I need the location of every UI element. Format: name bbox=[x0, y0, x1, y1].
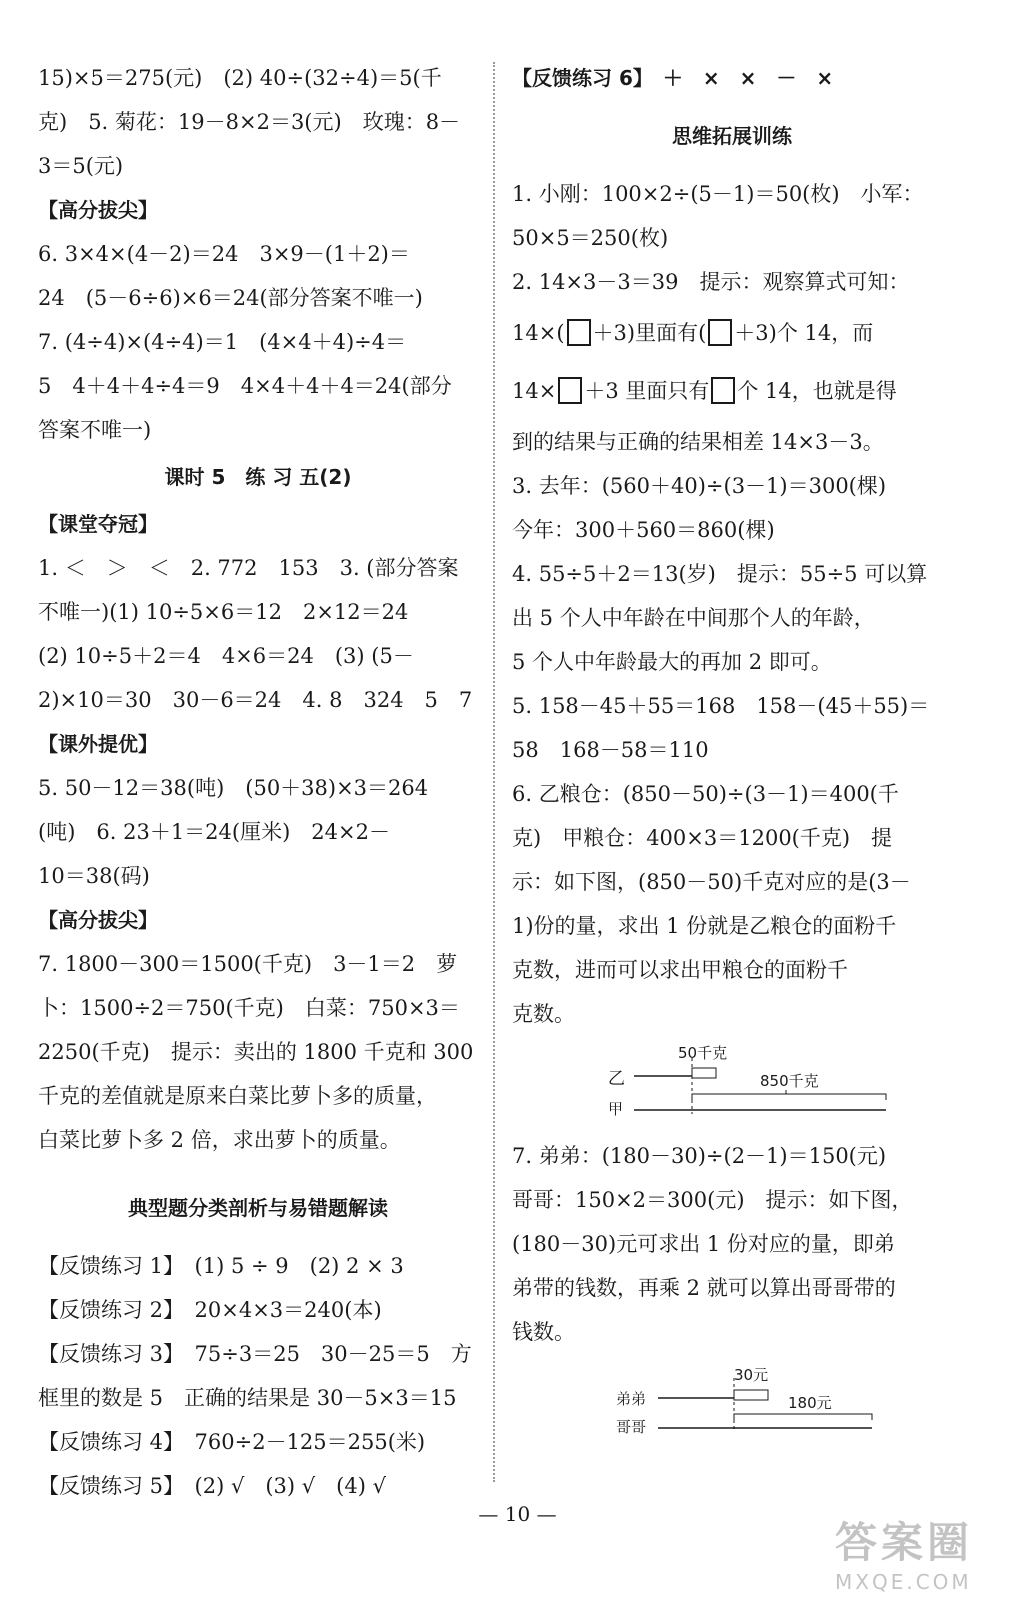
diagram-row-label: 弟弟 bbox=[616, 1390, 647, 1408]
text-line: 白菜比萝卜多 2 倍，求出萝卜的质量。 bbox=[38, 1128, 401, 1152]
text-fragment: 14×( bbox=[512, 321, 565, 345]
text-line: 哥哥：150×2＝300(元) 提示：如下图， bbox=[512, 1188, 913, 1212]
diagram-label-top: 50千克 bbox=[678, 1044, 728, 1062]
text-line: 1. ＜ ＞ ＜ 2. 772 153 3. (部分答案 bbox=[38, 556, 459, 580]
diagram-row-label: 甲 bbox=[608, 1100, 624, 1118]
text-line: 58 168－58＝110 bbox=[512, 738, 709, 762]
text-line: 克数。 bbox=[512, 1002, 575, 1026]
text-fragment: ＋3)里面有( bbox=[592, 321, 707, 345]
text-line: 2. 14×3－3＝39 提示：观察算式可知： bbox=[512, 270, 910, 294]
blank-box bbox=[711, 377, 735, 404]
section-title: 思维拓展训练 bbox=[672, 124, 792, 148]
text-fragment: ＋3 里面只有 bbox=[584, 379, 710, 403]
text-line: (2) 10÷5＋2＝4 4×6＝24 (3) (5－ bbox=[38, 644, 414, 668]
left-column bbox=[38, 56, 478, 1508]
feedback-line: 【反馈练习 4】 760÷2－125＝255(米) bbox=[38, 1430, 426, 1454]
diagram-svg bbox=[512, 1036, 952, 1120]
diagram-label-total: 180元 bbox=[788, 1394, 832, 1412]
difference-bracket bbox=[692, 1068, 716, 1078]
text-fragment: ＋3)个 14，而 bbox=[734, 321, 874, 345]
text-line: 5. 50－12＝38(吨) (50＋38)×3＝264 bbox=[38, 776, 429, 800]
text-line: 7. 弟弟：(180－30)÷(2－1)＝150(元) bbox=[512, 1144, 887, 1168]
total-bracket bbox=[692, 1094, 886, 1100]
text-line: 示：如下图，(850－50)千克对应的是(3－ bbox=[512, 870, 911, 894]
text-line: 2250(千克) 提示：卖出的 1800 千克和 300 bbox=[38, 1040, 474, 1064]
text-fragment: 14× bbox=[512, 379, 557, 403]
blank-box bbox=[558, 377, 582, 404]
text-line: 卜：1500÷2＝750(千克) 白菜：750×3＝ bbox=[38, 996, 460, 1020]
feedback-line: 【反馈练习 3】 75÷3＝25 30－25＝5 方 bbox=[38, 1342, 472, 1366]
line-segment-diagram-money bbox=[512, 1354, 952, 1434]
feedback-line: 【反馈练习 5】 (2) √ (3) √ (4) √ bbox=[38, 1474, 386, 1498]
text-line: 7. 1800－300＝1500(千克) 3－1＝2 萝 bbox=[38, 952, 458, 976]
text-line: 7. (4÷4)×(4÷4)＝1 (4×4＋4)÷4＝ bbox=[38, 330, 407, 354]
text-line: 5 4＋4＋4÷4＝9 4×4＋4＋4＝24(部分 bbox=[38, 374, 452, 398]
text-line-with-boxes bbox=[512, 304, 952, 362]
text-line: 今年：300＋560＝860(棵) bbox=[512, 518, 775, 542]
text-line: 弟带的钱数，再乘 2 就可以算出哥哥带的 bbox=[512, 1276, 896, 1300]
feedback-line: 【反馈练习 1】 (1) 5 ÷ 9 (2) 2 × 3 bbox=[38, 1254, 404, 1278]
text-line-with-boxes bbox=[512, 362, 952, 420]
total-bracket bbox=[734, 1414, 872, 1420]
text-line: 5. 158－45＋55＝168 158－(45＋55)＝ bbox=[512, 694, 930, 718]
text-line: (180－30)元可求出 1 份对应的量，即弟 bbox=[512, 1232, 895, 1256]
text-line: 50×5＝250(枚) bbox=[512, 226, 669, 250]
watermark-url: MXQE.COM bbox=[835, 1570, 972, 1594]
text-line: 克) 甲粮仓：400×3＝1200(千克) 提 bbox=[512, 826, 893, 850]
line-segment-diagram-grain bbox=[512, 1036, 952, 1120]
text-line: 不唯一)(1) 10÷5×6＝12 2×12＝24 bbox=[38, 600, 409, 624]
section-header-gaofen: 【高分拔尖】 bbox=[38, 198, 158, 222]
watermark-text: 答案圈 bbox=[835, 1518, 974, 1567]
text-line: 10＝38(码) bbox=[38, 864, 150, 888]
text-line: 答案不唯一) bbox=[38, 418, 152, 442]
text-line: 3＝5(元) bbox=[38, 154, 124, 178]
text-fragment: 个 14，也就是得 bbox=[737, 379, 897, 403]
text-line: 6. 3×4×(4－2)＝24 3×9－(1＋2)＝ bbox=[38, 242, 410, 266]
diagram-row-label: 哥哥 bbox=[616, 1418, 647, 1436]
text-line: 出 5 个人中年龄在中间那个人的年龄， bbox=[512, 606, 875, 630]
feedback-line-6: 【反馈练习 6】 ＋ × × － × bbox=[512, 66, 834, 90]
text-line: 框里的数是 5 正确的结果是 30－5×3＝15 bbox=[38, 1386, 457, 1410]
section-header-kewai: 【课外提优】 bbox=[38, 732, 158, 756]
text-line: (吨) 6. 23＋1＝24(厘米) 24×2－ bbox=[38, 820, 390, 844]
section-header-gaofen: 【高分拔尖】 bbox=[38, 908, 158, 932]
page-number: — 10 — bbox=[478, 1502, 557, 1526]
section-header-ketang: 【课堂夺冠】 bbox=[38, 512, 158, 536]
text-line: 克) 5. 菊花：19－8×2＝3(元) 玫瑰：8－ bbox=[38, 110, 461, 134]
text-line: 24 (5－6÷6)×6＝24(部分答案不唯一) bbox=[38, 286, 423, 310]
blank-box bbox=[567, 319, 591, 346]
section-title: 典型题分类剖析与易错题解读 bbox=[128, 1196, 388, 1220]
diagram-svg bbox=[512, 1354, 952, 1434]
text-line: 克数，进而可以求出甲粮仓的面粉千 bbox=[512, 958, 848, 982]
text-line: 5 个人中年龄最大的再加 2 即可。 bbox=[512, 650, 832, 674]
text-line: 6. 乙粮仓：(850－50)÷(3－1)＝400(千 bbox=[512, 782, 899, 806]
text-line: 到的结果与正确的结果相差 14×3－3。 bbox=[512, 430, 884, 454]
text-line: 2)×10＝30 30－6＝24 4. 8 324 5 7 bbox=[38, 688, 473, 712]
diagram-row-label: 乙 bbox=[608, 1069, 625, 1089]
lesson-title: 课时 5 练 习 五(2) bbox=[164, 465, 352, 489]
text-line: 15)×5＝275(元) (2) 40÷(32÷4)＝5(千 bbox=[38, 66, 442, 90]
difference-bracket bbox=[734, 1390, 768, 1400]
text-line: 千克的差值就是原来白菜比萝卜多的质量， bbox=[38, 1084, 437, 1108]
diagram-label-total: 850千克 bbox=[760, 1072, 819, 1090]
blank-box bbox=[708, 319, 732, 346]
feedback-line: 【反馈练习 2】 20×4×3＝240(本) bbox=[38, 1298, 382, 1322]
text-line: 1)份的量，求出 1 份就是乙粮仓的面粉千 bbox=[512, 914, 897, 938]
text-line: 钱数。 bbox=[512, 1320, 575, 1344]
column-divider bbox=[493, 62, 495, 1482]
text-line: 3. 去年：(560＋40)÷(3－1)＝300(棵) bbox=[512, 474, 887, 498]
right-column bbox=[512, 56, 952, 1434]
text-line: 4. 55÷5＋2＝13(岁) 提示：55÷5 可以算 bbox=[512, 562, 928, 586]
watermark-logo bbox=[835, 1510, 1005, 1594]
diagram-label-top: 30元 bbox=[734, 1366, 769, 1384]
text-line: 1. 小刚：100×2÷(5－1)＝50(枚) 小军： bbox=[512, 182, 924, 206]
